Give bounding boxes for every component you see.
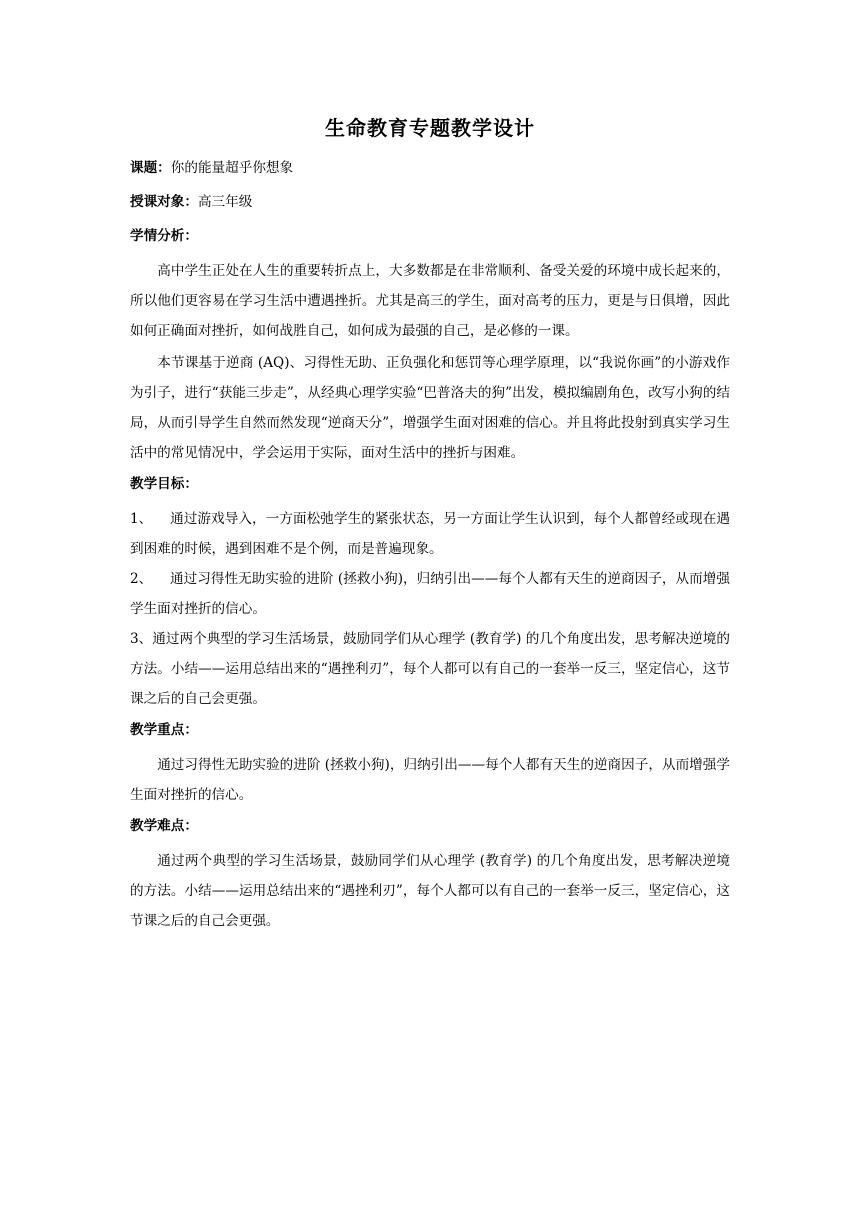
analysis-paragraph: 本节课基于逆商 (AQ)、习得性无助、正负强化和惩罚等心理学原理，以“我说你画”的小游戏作为引子，进行“获能三步走”，从经典心理学实验“巴普洛夫的狗”出发，模拟编剧角色，改写小狗的结局，从而引导学生自然而然发现“逆商天分”，增强学生面对困难的信心。并且将此投射到真实学习生活中的常见情况中，学会运用于实际，面对生活中的挫折与困难。: [130, 355, 730, 461]
objective-number: 2、: [130, 571, 153, 587]
topic-value: 你的能量超乎你想象: [170, 160, 294, 176]
audience-value: 高三年级: [197, 194, 253, 210]
analysis-paragraph: 高中学生正处在人生的重要转折点上，大多数都是在非常顺利、备受关爱的环境中成长起来的，所以他们更容易在学习生活中遭遇挫折。尤其是高三的学生，面对高考的压力，更是与日俱增，因此如何正确面对挫折，如何战胜自己，如何成为最强的自己，是必修的一课。: [130, 263, 730, 339]
document-body: [130, 156, 730, 936]
topic-line: [130, 156, 730, 190]
objective-text: 通过两个典型的学习生活场景，鼓励同学们从心理学 (教育学) 的几个角度出发，思考解决逆境的方法。小结——运用总结出来的“遇挫利刃”，每个人都可以有自己的一套举一反三，坚定信心，这节课之后的自己会更强。: [130, 631, 730, 707]
objective-number: 1、: [130, 511, 153, 527]
difficulty-section: [130, 846, 730, 936]
objectives-list: [130, 504, 730, 714]
objective-number: 3、: [130, 631, 153, 647]
objective-item: [130, 504, 730, 564]
objective-text: 通过习得性无助实验的进阶 (拯救小狗)，归纳引出——每个人都有天生的逆商因子，从而增强学生面对挫折的信心。: [130, 571, 730, 617]
audience-label: 授课对象：: [130, 194, 198, 210]
topic-label: 课题：: [130, 160, 171, 176]
key-point-section: [130, 750, 730, 810]
objective-item: [130, 564, 730, 624]
difficulty-heading: 教学难点：: [130, 818, 198, 834]
audience-line: [130, 190, 730, 224]
analysis-heading: 学情分析：: [130, 228, 198, 244]
objective-text: 通过游戏导入，一方面松弛学生的紧张状态，另一方面让学生认识到，每个人都曾经或现在遇到困难的时候，遇到困难不是个例，而是普遍现象。: [130, 511, 730, 557]
document-title: 生命教育专题教学设计: [325, 116, 535, 140]
analysis-section: [130, 256, 730, 468]
difficulty-text: 通过两个典型的学习生活场景，鼓励同学们从心理学 (教育学) 的几个角度出发，思考解决逆境的方法。小结——运用总结出来的“遇挫利刃”，每个人都可以有自己的一套举一反三，坚定信心，这节课之后的自己会更强。: [130, 853, 730, 929]
objectives-heading: 教学目标：: [130, 476, 198, 492]
key-point-text: 通过习得性无助实验的进阶 (拯救小狗)，归纳引出——每个人都有天生的逆商因子，从而增强学生面对挫折的信心。: [130, 757, 730, 803]
objective-item: [130, 624, 730, 714]
key-point-heading: 教学重点：: [130, 722, 198, 738]
